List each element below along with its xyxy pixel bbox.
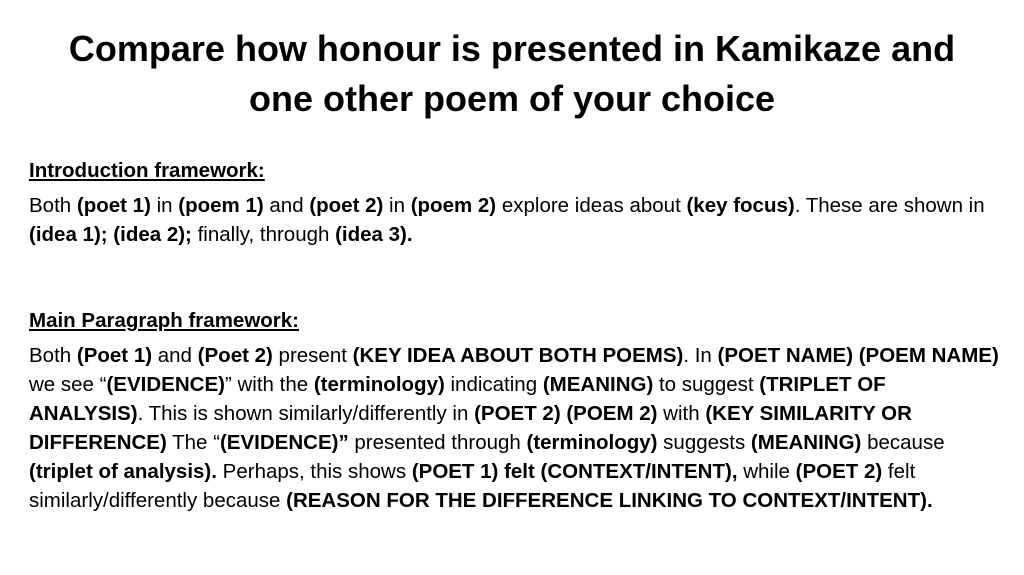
slide-title xyxy=(20,24,1004,124)
main-section xyxy=(29,306,1004,515)
placeholder-text: (POET 1) felt (CONTEXT/INTENT), xyxy=(411,460,738,483)
paragraph-text: and xyxy=(263,194,310,217)
placeholder-text: (EVIDENCE) xyxy=(106,373,225,396)
intro-heading: Introduction framework: xyxy=(29,159,265,182)
placeholder-text: (MEANING) xyxy=(750,431,862,454)
paragraph-text: in xyxy=(150,194,179,217)
placeholder-text: (POET 2) (POEM 2) xyxy=(474,402,658,425)
intro-paragraph xyxy=(29,191,1004,249)
placeholder-text: (poem 2) xyxy=(410,194,497,217)
paragraph-text: because xyxy=(861,431,945,454)
placeholder-text: (Poet 2) xyxy=(197,344,273,367)
paragraph-text: we see “ xyxy=(29,373,107,396)
placeholder-text: (MEANING) xyxy=(542,373,654,396)
placeholder-text: (poem 1) xyxy=(178,194,264,217)
placeholder-text: (REASON FOR THE DIFFERENCE LINKING TO CONTEXT/INTENT). xyxy=(286,489,933,512)
paragraph-text: in xyxy=(383,194,411,217)
placeholder-text: (EVIDENCE)” xyxy=(219,431,349,454)
placeholder-text: (TRIPLET OF ANALYSIS) xyxy=(29,373,886,425)
paragraph-text: Perhaps, this shows xyxy=(216,460,412,483)
paragraph-text: presented through xyxy=(348,431,527,454)
paragraph-text: finally, through xyxy=(191,223,336,246)
paragraph-text: explore ideas about xyxy=(496,194,687,217)
paragraph-text: and xyxy=(152,344,198,367)
paragraph-text: while xyxy=(737,460,796,483)
paragraph-text: present xyxy=(272,344,353,367)
intro-section xyxy=(29,156,1004,249)
paragraph-text: with xyxy=(657,402,706,425)
placeholder-text: (POET NAME) (POEM NAME) xyxy=(717,344,999,367)
placeholder-text: (triplet of analysis). xyxy=(29,460,217,483)
title-line-2: one other poem of your choice xyxy=(248,78,776,119)
placeholder-text: (POET 2) xyxy=(795,460,883,483)
placeholder-text: (key focus) xyxy=(686,194,795,217)
paragraph-text: suggests xyxy=(657,431,751,454)
placeholder-text: (idea 3). xyxy=(335,223,413,246)
placeholder-text: (terminology) xyxy=(526,431,658,454)
paragraph-text: ” with the xyxy=(224,373,314,396)
placeholder-text: (Poet 1) xyxy=(76,344,153,367)
placeholder-text: (poet 2) xyxy=(309,194,384,217)
paragraph-text: to suggest xyxy=(653,373,760,396)
paragraph-text: . In xyxy=(683,344,718,367)
paragraph-text: . These are shown in xyxy=(794,194,985,217)
placeholder-text: (KEY IDEA ABOUT BOTH POEMS) xyxy=(352,344,684,367)
paragraph-text: Both xyxy=(29,194,77,217)
main-heading: Main Paragraph framework: xyxy=(29,309,299,332)
paragraph-text: indicating xyxy=(444,373,543,396)
placeholder-text: (poet 1) xyxy=(76,194,151,217)
paragraph-text: The “ xyxy=(166,431,220,454)
placeholder-text: (KEY SIMILARITY OR DIFFERENCE) xyxy=(29,402,912,454)
paragraph-text: Both xyxy=(29,344,77,367)
placeholder-text: (idea 1); (idea 2); xyxy=(29,223,192,246)
main-paragraph xyxy=(29,341,1004,515)
placeholder-text: (terminology) xyxy=(313,373,445,396)
paragraph-text: felt similarly/differently because xyxy=(29,460,916,512)
title-line-1: Compare how honour is presented in Kamikaze and xyxy=(68,28,956,69)
paragraph-text: . This is shown similarly/differently in xyxy=(137,402,475,425)
